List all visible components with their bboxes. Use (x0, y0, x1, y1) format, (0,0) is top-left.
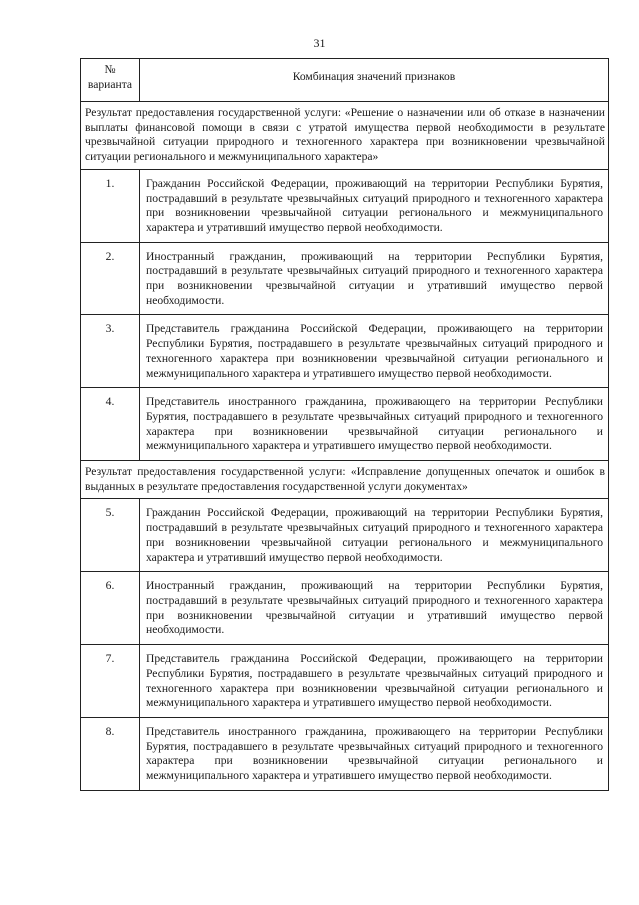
variant-number: 2. (81, 242, 140, 315)
page-number: 31 (313, 36, 326, 50)
variant-number: 1. (81, 169, 140, 242)
table-row (81, 572, 609, 645)
variant-description: Представитель иностранного гражданина, проживающего на территории Республики Бурятия, пострадавшего в результате чрезвычайных ситуаций природного и техногенного характера при возникновении чрезвычайной ситуации регионального и межмуниципального характера и утратившего имущество первой необходимости. (140, 717, 609, 790)
variant-description: Представитель гражданина Российской Федерации, проживающего на территории Республики Бурятия, пострадавшего в результате чрезвычайных ситуаций природного и техногенного характера при возникновении чрезвычайной ситуации регионального и межмуниципального характера и утратившего имущество первой необходимости. (140, 645, 609, 718)
variant-number: 5. (81, 499, 140, 572)
table-header-row (81, 59, 609, 102)
table-row (81, 169, 609, 242)
table-row (81, 388, 609, 461)
variant-number: 6. (81, 572, 140, 645)
table-row (81, 717, 609, 790)
table-row (81, 499, 609, 572)
section-result-row (81, 461, 609, 499)
variant-number: 3. (81, 315, 140, 388)
table-row (81, 645, 609, 718)
combination-header: Комбинация значений признаков (140, 59, 609, 102)
variant-number-header: № варианта (81, 59, 140, 102)
variant-description: Представитель гражданина Российской Федерации, проживающего на территории Республики Бурятия, пострадавшего в результате чрезвычайных ситуаций природного и техногенного характера при возникновении чрезвычайной ситуации регионального и межмуниципального характера и утратившего имущество первой необходимости. (140, 315, 609, 388)
variant-description: Гражданин Российской Федерации, проживающий на территории Республики Бурятия, пострадавший в результате чрезвычайных ситуаций природного и техногенного характера при возникновении чрезвычайной ситуации регионального и межмуниципального характера и утративший имущество первой необходимости. (140, 169, 609, 242)
variant-number: 4. (81, 388, 140, 461)
variant-description: Иностранный гражданин, проживающий на территории Республики Бурятия, пострадавший в результате чрезвычайных ситуаций природного и техногенного характера при возникновении чрезвычайной ситуации и утративший имущество первой необходимости. (140, 242, 609, 315)
variants-table (80, 58, 609, 791)
variant-description: Иностранный гражданин, проживающий на территории Республики Бурятия, пострадавший в результате чрезвычайных ситуаций природного и техногенного характера при возникновении чрезвычайной ситуации и утративший имущество первой необходимости. (140, 572, 609, 645)
table-row (81, 315, 609, 388)
variant-description: Гражданин Российской Федерации, проживающий на территории Республики Бурятия, пострадавший в результате чрезвычайных ситуаций природного и техногенного характера при возникновении чрезвычайной ситуации регионального и межмуниципального характера и утративший имущество первой необходимости. (140, 499, 609, 572)
variant-number: 7. (81, 645, 140, 718)
section-result-row (81, 102, 609, 170)
section-result-text: Результат предоставления государственной услуги: «Решение о назначении или об отказе в назначении выплаты финансовой помощи в связи с утратой имущества первой необходимости в результате чрезвычайной ситуации природного и техногенного характера при возникновении чрезвычайной ситуации регионального и межмуниципального характера» (81, 102, 609, 170)
variant-description: Представитель иностранного гражданина, проживающего на территории Республики Бурятия, пострадавшего в результате чрезвычайных ситуаций природного и техногенного характера при возникновении чрезвычайной ситуации регионального и межмуниципального характера и утратившего имущество первой необходимости. (140, 388, 609, 461)
variant-number: 8. (81, 717, 140, 790)
table-row (81, 242, 609, 315)
section-result-text: Результат предоставления государственной услуги: «Исправление допущенных опечаток и ошибок в выданных в результате предоставления государственной услуги документах» (81, 461, 609, 499)
